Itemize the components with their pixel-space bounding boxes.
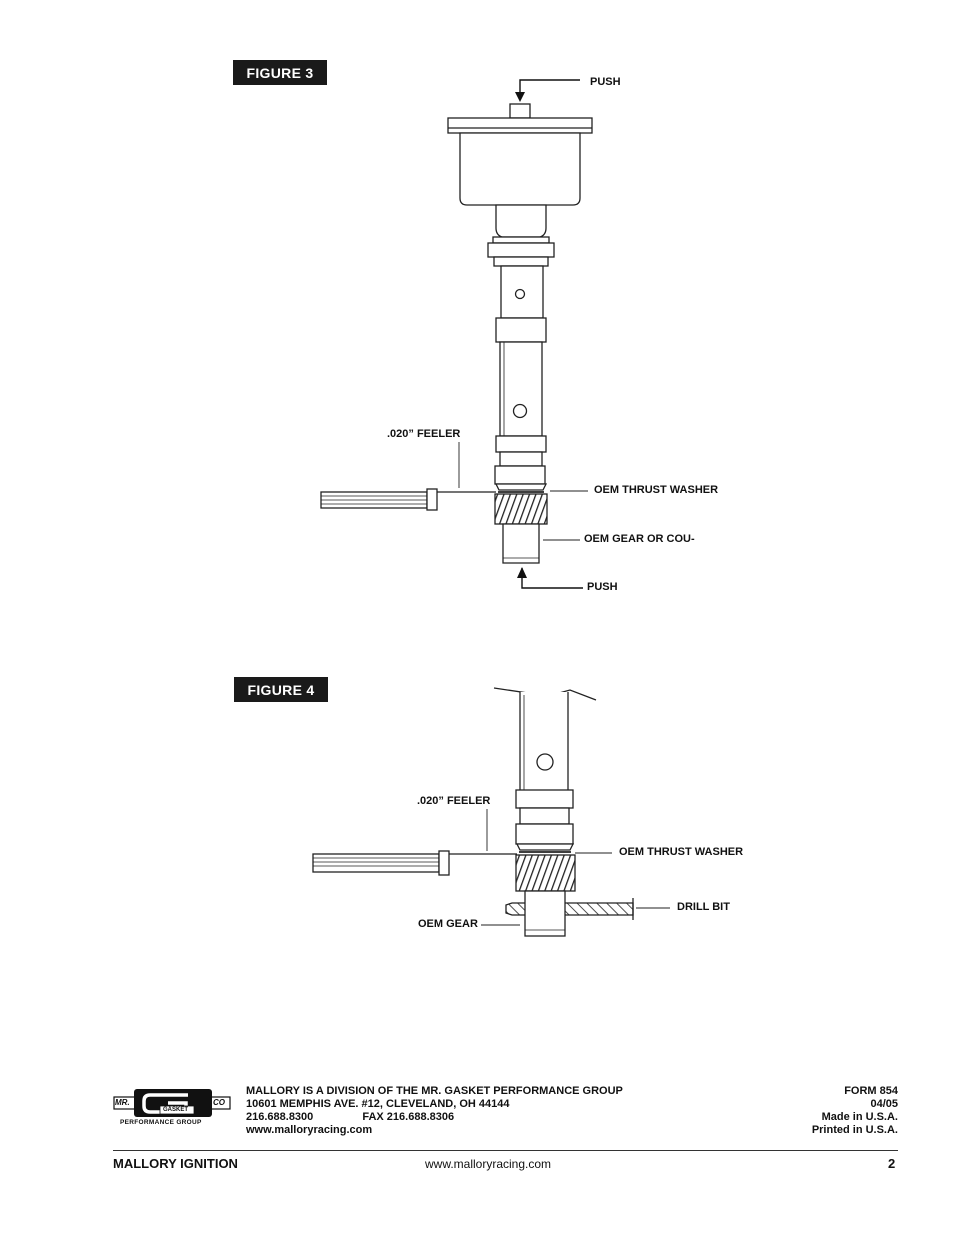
company-website[interactable]: www.malloryracing.com	[246, 1124, 373, 1136]
company-line-1: MALLORY IS A DIVISION OF THE MR. GASKET PERFORMANCE GROUP	[246, 1085, 623, 1097]
company-line-2: 10601 MEMPHIS AVE. #12, CLEVELAND, OH 44144	[246, 1098, 510, 1110]
form-date: 04/05	[870, 1098, 898, 1110]
figure-3-distributor	[321, 80, 592, 588]
brand-name: MALLORY IGNITION	[113, 1156, 238, 1171]
fig4-gear-label: OEM GEAR	[418, 918, 478, 930]
fig3-push-bottom-label: PUSH	[587, 581, 618, 593]
company-info	[246, 1085, 623, 1137]
figure-4-tag: FIGURE 4	[234, 677, 328, 702]
fig4-thrust-washer-label: OEM THRUST WASHER	[619, 846, 744, 858]
fig3-thrust-washer-label: OEM THRUST WASHER	[594, 484, 719, 496]
phone-fax-line	[246, 1111, 623, 1124]
fig4-feeler-label: .020” FEELER	[417, 795, 491, 807]
figure-3-tag: FIGURE 3	[233, 60, 327, 85]
fig3-feeler-label: .020” FEELER	[387, 428, 461, 440]
fig3-gear-label: OEM GEAR OR COU-	[584, 533, 695, 545]
fax-number: FAX 216.688.8306	[362, 1111, 455, 1123]
fig3-push-top-label: PUSH	[590, 76, 621, 88]
made-in: Made in U.S.A.	[821, 1111, 898, 1123]
form-number: FORM 854	[844, 1085, 898, 1097]
figure-4-assembly	[313, 688, 670, 936]
form-info	[812, 1085, 898, 1137]
logo-tagline: PERFORMANCE GROUP	[120, 1119, 202, 1126]
logo-co-text: CO	[213, 1098, 225, 1107]
printed-in: Printed in U.S.A.	[811, 1124, 898, 1136]
fig4-drill-bit-label: DRILL BIT	[677, 901, 730, 913]
page-number: 2	[888, 1156, 896, 1171]
footer-url[interactable]: www.malloryracing.com	[425, 1157, 552, 1171]
footer-divider	[113, 1150, 898, 1151]
logo-mr-text: MR.	[115, 1098, 130, 1107]
logo-gasket-text: GASKET	[163, 1107, 189, 1113]
phone-number: 216.688.8300	[246, 1111, 314, 1123]
